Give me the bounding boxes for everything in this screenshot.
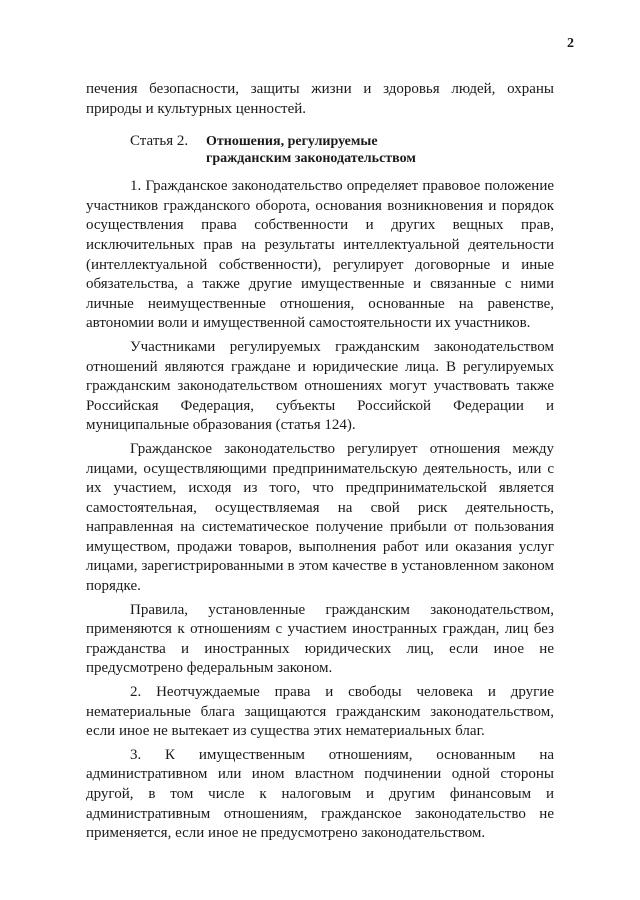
paragraph-4: Правила, установленные гражданским законодательством, применяются к отношениям с участием иностранных граждан, лиц без гражданства и иностранных юридических лиц, если иное не предусмотрено федеральным законом. bbox=[86, 601, 554, 677]
article-heading bbox=[86, 133, 554, 167]
paragraph-2: Участниками регулируемых гражданским законодательством отношений являются граждане и юридические лица. В регулируемых гражданским законодательством отношениях могут участвовать также Российская Федерация, субъекты Российской Федерации и муниципальные образования (статья 124). bbox=[86, 338, 554, 434]
paragraph-6: 3. К имущественным отношениям, основанным на административном или ином властном подчинении одной стороны другой, в том числе к налоговым и другим финансовым и административным отношениям, гражданское законодательство не применяется, если иное не предусмотрено законодательством. bbox=[86, 746, 554, 842]
page-number: 2 bbox=[567, 36, 574, 51]
article-title: Отношения, регулируемые гражданским законодательством bbox=[206, 134, 416, 167]
article-number: Статья 2. bbox=[130, 133, 189, 150]
paragraph-3: Гражданское законодательство регулирует отношения между лицами, осуществляющими предпринимательскую деятельность, или с их участием, исходя из того, что предпринимательской является самостоятельная, осуществляемая на свой риск деятельность, направленная на систематическое получение прибыли от пользования имуществом, продажи товаров, выполнения работ или оказания услуг лицами, зарегистрированными в этом качестве в установленном законом порядке. bbox=[86, 440, 554, 595]
paragraph-1: 1. Гражданское законодательство определяет правовое положение участников гражданского оборота, основания возникновения и порядок осуществления права собственности и других вещных прав, исключительных прав на результаты интеллектуальной деятельности (интеллектуальной собственности), регулирует договорные и иные обязательства, а также другие имущественные и связанные с ними личные неимущественные отношения, основанные на равенстве, автономии воли и имущественной самостоятельности их участников. bbox=[86, 178, 554, 332]
document-body bbox=[86, 80, 554, 848]
paragraph-5: 2. Неотчуждаемые права и свободы человека и другие нематериальные блага защищаются гражданским законодательством, если иное не вытекает из существа этих нематериальных благ. bbox=[86, 684, 554, 740]
intro-paragraph: печения безопасности, защиты жизни и здоровья людей, охраны природы и культурных ценностей. bbox=[86, 81, 554, 117]
